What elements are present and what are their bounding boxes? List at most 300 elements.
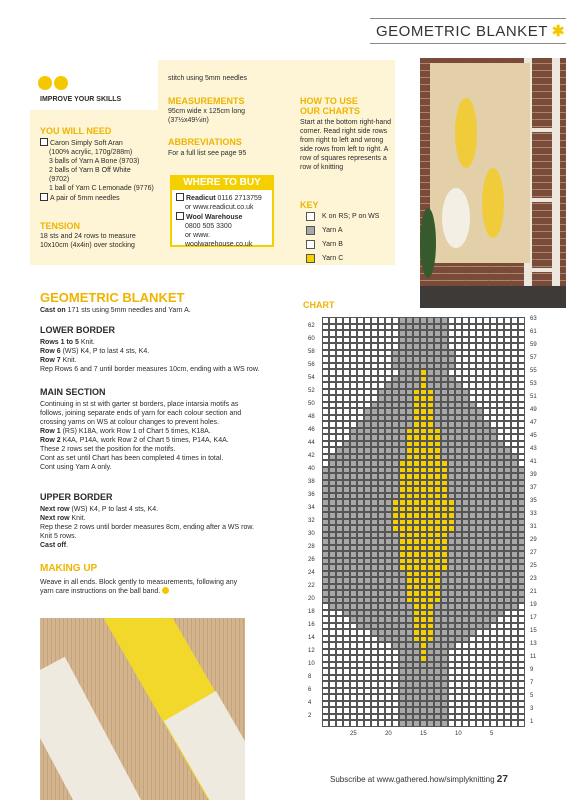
chart-cell <box>448 512 455 519</box>
chart-cell <box>329 590 336 597</box>
chart-cell <box>357 343 364 350</box>
chart-cell <box>469 681 476 688</box>
chart-cell <box>329 337 336 344</box>
chart-cell <box>427 655 434 662</box>
chart-cell <box>392 499 399 506</box>
chart-cell <box>434 467 441 474</box>
chart-cell <box>413 324 420 331</box>
chart-cell <box>336 369 343 376</box>
chart-cell <box>350 681 357 688</box>
chart-cell <box>322 688 329 695</box>
chart-cell <box>399 655 406 662</box>
chart-cell <box>427 688 434 695</box>
chart-cell <box>413 629 420 636</box>
pattern-title: GEOMETRIC BLANKET <box>40 290 185 305</box>
chart-cell <box>469 350 476 357</box>
chart-cell <box>497 428 504 435</box>
chart-cell <box>392 441 399 448</box>
chart-cell <box>434 571 441 578</box>
key-swatch-icon <box>306 212 315 221</box>
chart-cell <box>343 662 350 669</box>
chart-cell <box>399 480 406 487</box>
chart-cell <box>357 415 364 422</box>
chart-cell <box>406 519 413 526</box>
chart-cell <box>336 571 343 578</box>
chart-cell <box>413 499 420 506</box>
chart-row-label: 3 <box>530 706 534 712</box>
chart-cell <box>497 681 504 688</box>
chart-cell <box>329 428 336 435</box>
chart-cell <box>469 551 476 558</box>
chart-cell <box>462 636 469 643</box>
chart-cell <box>490 369 497 376</box>
chart-cell <box>392 571 399 578</box>
chart-cell <box>441 486 448 493</box>
chart-cell <box>490 376 497 383</box>
chart-cell <box>322 330 329 337</box>
chart-cell <box>469 402 476 409</box>
chart-cell <box>329 707 336 714</box>
chart-cell <box>420 428 427 435</box>
chart-cell <box>448 636 455 643</box>
chart-cell <box>483 590 490 597</box>
chart-cell <box>441 428 448 435</box>
chart-cell <box>406 610 413 617</box>
chart-cell <box>483 337 490 344</box>
chart-cell <box>511 564 518 571</box>
chart-cell <box>483 532 490 539</box>
chart-cell <box>406 382 413 389</box>
chart-cell <box>469 694 476 701</box>
chart-cell <box>504 720 511 727</box>
chart-cell <box>406 675 413 682</box>
chart-cell <box>434 584 441 591</box>
chart-cell <box>427 720 434 727</box>
where-to-buy-heading: WHERE TO BUY <box>170 175 274 190</box>
chart-cell <box>357 662 364 669</box>
chart-cell <box>504 610 511 617</box>
chart-cell <box>350 343 357 350</box>
chart-cell <box>350 408 357 415</box>
chart-cell <box>441 376 448 383</box>
chart-cell <box>371 610 378 617</box>
chart-cell <box>469 688 476 695</box>
chart-cell <box>427 642 434 649</box>
chart-cell <box>518 486 525 493</box>
chart-cell <box>413 720 420 727</box>
chart-cell <box>427 330 434 337</box>
chart-cell <box>322 467 329 474</box>
chart-cell <box>518 421 525 428</box>
chart-cell <box>469 454 476 461</box>
chart-cell <box>343 356 350 363</box>
chart-cell <box>434 545 441 552</box>
chart-cell <box>406 558 413 565</box>
chart-cell <box>441 532 448 539</box>
chart-cell <box>483 447 490 454</box>
chart-cell <box>476 447 483 454</box>
chart-cell <box>455 421 462 428</box>
chart-cell <box>441 525 448 532</box>
chart-cell <box>399 356 406 363</box>
chart-cell <box>448 649 455 656</box>
chart-cell <box>399 363 406 370</box>
chart-cell <box>511 506 518 513</box>
chart-cell <box>476 623 483 630</box>
chart-cell <box>448 356 455 363</box>
chart-cell <box>469 389 476 396</box>
chart-cell <box>490 597 497 604</box>
chart-cell <box>518 642 525 649</box>
chart-cell <box>329 584 336 591</box>
chart-cell <box>420 343 427 350</box>
chart-cell <box>357 324 364 331</box>
chart-cell <box>336 402 343 409</box>
chart-cell <box>392 415 399 422</box>
chart-cell <box>497 545 504 552</box>
chart-cell <box>343 629 350 636</box>
chart-cell <box>483 675 490 682</box>
chart-cell <box>518 363 525 370</box>
chart-cell <box>490 701 497 708</box>
chart-cell <box>385 506 392 513</box>
chart-cell <box>329 499 336 506</box>
chart-cell <box>357 701 364 708</box>
chart-cell <box>357 389 364 396</box>
chart-cell <box>420 610 427 617</box>
chart-cell <box>350 668 357 675</box>
chart-cell <box>371 623 378 630</box>
chart-cell <box>511 558 518 565</box>
chart-cell <box>399 395 406 402</box>
chart-cell <box>427 395 434 402</box>
chart-cell <box>476 551 483 558</box>
chart-cell <box>490 402 497 409</box>
chart-cell <box>518 506 525 513</box>
chart-cell <box>462 506 469 513</box>
chart-cell <box>469 499 476 506</box>
chart-cell <box>462 694 469 701</box>
chart-cell <box>385 584 392 591</box>
chart-cell <box>420 473 427 480</box>
chart-cell <box>462 720 469 727</box>
chart-cell <box>350 564 357 571</box>
chart-cell <box>357 493 364 500</box>
chart-cell <box>364 675 371 682</box>
chart-cell <box>420 454 427 461</box>
chart-cell <box>322 356 329 363</box>
chart-cell <box>350 454 357 461</box>
chart-cell <box>371 590 378 597</box>
chart-cell <box>483 486 490 493</box>
chart-cell <box>490 330 497 337</box>
chart-cell <box>406 356 413 363</box>
chart-row-label: 1 <box>530 719 534 725</box>
chart-cell <box>490 434 497 441</box>
upper-border-text: Next row (WS) K4, P to last 4 sts, K4. Next row Knit. Rep these 2 rows until border measures 8cm, ending after a WS row. Knit 5 rows. Cast off. <box>40 506 254 549</box>
chart-cell <box>476 681 483 688</box>
chart-cell <box>448 655 455 662</box>
chart-cell <box>434 701 441 708</box>
chart-cell <box>504 662 511 669</box>
chart-cell <box>385 512 392 519</box>
chart-cell <box>385 623 392 630</box>
chart-cell <box>427 512 434 519</box>
chart-cell <box>504 642 511 649</box>
chart-cell <box>434 564 441 571</box>
chart-cell <box>329 480 336 487</box>
chart-cell <box>413 532 420 539</box>
chart-cell <box>343 350 350 357</box>
chart-cell <box>427 480 434 487</box>
chart-cell <box>497 350 504 357</box>
chart-cell <box>322 499 329 506</box>
chart-row-label: 34 <box>308 504 315 511</box>
chart-cell <box>511 655 518 662</box>
chart-cell <box>399 642 406 649</box>
chart-cell <box>448 421 455 428</box>
chart-cell <box>357 610 364 617</box>
chart-cell <box>462 701 469 708</box>
chart-cell <box>329 415 336 422</box>
chart-cell <box>490 538 497 545</box>
chart-cell <box>427 447 434 454</box>
chart-cell <box>434 408 441 415</box>
chart-cell <box>504 441 511 448</box>
chart-cell <box>483 701 490 708</box>
chart-cell <box>336 512 343 519</box>
checkbox-icon <box>176 212 184 220</box>
chart-cell <box>364 642 371 649</box>
chart-cell <box>448 415 455 422</box>
chart-cell <box>427 551 434 558</box>
chart-cell <box>378 512 385 519</box>
chart-cell <box>504 408 511 415</box>
chart-cell <box>364 350 371 357</box>
chart-cell <box>504 330 511 337</box>
chart-cell <box>385 324 392 331</box>
chart-cell <box>364 603 371 610</box>
chart-cell <box>350 558 357 565</box>
chart-cell <box>392 610 399 617</box>
chart-cell <box>462 616 469 623</box>
chart-cell <box>364 538 371 545</box>
chart-cell <box>322 350 329 357</box>
chart-col-label: 5 <box>490 730 494 737</box>
chart-cell <box>364 447 371 454</box>
chart-cell <box>336 389 343 396</box>
chart-cell <box>329 395 336 402</box>
chart-cell <box>336 421 343 428</box>
chart-cell <box>385 525 392 532</box>
chart-cell <box>504 480 511 487</box>
chart-cell <box>336 558 343 565</box>
chart-cell <box>455 389 462 396</box>
chart-cell <box>385 564 392 571</box>
chart-cell <box>378 447 385 454</box>
chart-cell <box>322 681 329 688</box>
chart-cell <box>490 415 497 422</box>
chart-cell <box>441 519 448 526</box>
chart-cell <box>364 434 371 441</box>
chart-cell <box>343 545 350 552</box>
chart-cell <box>378 324 385 331</box>
chart-cell <box>469 363 476 370</box>
chart-cell <box>476 688 483 695</box>
chart-cell <box>504 460 511 467</box>
chart-row-label: 61 <box>530 329 537 335</box>
chart-cell <box>497 337 504 344</box>
chart-cell <box>490 519 497 526</box>
chart-cell <box>350 493 357 500</box>
chart-cell <box>490 629 497 636</box>
chart-cell <box>490 532 497 539</box>
chart-cell <box>518 662 525 669</box>
chart-cell <box>490 480 497 487</box>
chart-cell <box>490 636 497 643</box>
chart-cell <box>385 480 392 487</box>
chart-cell <box>497 363 504 370</box>
chart-cell <box>420 402 427 409</box>
chart-cell <box>455 473 462 480</box>
chart-cell <box>441 447 448 454</box>
chart-cell <box>322 532 329 539</box>
chart-cell <box>448 402 455 409</box>
chart-cell <box>483 714 490 721</box>
chart-cell <box>511 519 518 526</box>
lower-border-text: Rows 1 to 5 Knit. Row 6 (WS) K4, P to last 4 sts, K4. Row 7 Knit. Rep Rows 6 and 7 until border measures 10cm, ending with a WS row. <box>40 339 260 373</box>
chart-cell <box>469 480 476 487</box>
chart-cell <box>504 434 511 441</box>
chart-cell <box>497 668 504 675</box>
chart-cell <box>329 454 336 461</box>
chart-cell <box>364 499 371 506</box>
chart-cell <box>511 545 518 552</box>
chart-cell <box>448 571 455 578</box>
chart-cell <box>364 636 371 643</box>
chart-cell <box>413 694 420 701</box>
chart-cell <box>497 558 504 565</box>
chart-cell <box>399 493 406 500</box>
chart-cell <box>483 525 490 532</box>
chart-cell <box>350 512 357 519</box>
chart-cell <box>462 369 469 376</box>
chart-cell <box>483 493 490 500</box>
chart-cell <box>476 467 483 474</box>
chart-cell <box>357 649 364 656</box>
chart-cell <box>448 460 455 467</box>
chart-cell <box>518 460 525 467</box>
chart-cell <box>371 454 378 461</box>
chart-cell <box>413 382 420 389</box>
chart-cell <box>455 324 462 331</box>
chart-cell <box>322 636 329 643</box>
chart-cell <box>329 317 336 324</box>
chart-cell <box>413 441 420 448</box>
chart-cell <box>385 408 392 415</box>
chart-row-label: 7 <box>530 680 534 686</box>
chart-cell <box>518 441 525 448</box>
chart-cell <box>343 519 350 526</box>
chart-cell <box>504 714 511 721</box>
chart-cell <box>497 629 504 636</box>
chart-cell <box>378 434 385 441</box>
chart-cell <box>518 681 525 688</box>
chart-cell <box>434 486 441 493</box>
chart-cell <box>441 720 448 727</box>
chart-cell <box>504 376 511 383</box>
chart-cell <box>413 571 420 578</box>
chart-cell <box>406 493 413 500</box>
chart-cell <box>350 506 357 513</box>
chart-cell <box>455 376 462 383</box>
chart-cell <box>322 642 329 649</box>
chart-cell <box>476 350 483 357</box>
chart-cell <box>392 551 399 558</box>
chart-cell <box>406 434 413 441</box>
chart-cell <box>364 343 371 350</box>
chart-cell <box>469 590 476 597</box>
chart-cell <box>497 590 504 597</box>
chart-cell <box>392 519 399 526</box>
chart-cell <box>504 473 511 480</box>
chart-cell <box>490 350 497 357</box>
chart-cell <box>462 662 469 669</box>
chart-cell <box>406 415 413 422</box>
chart-cell <box>385 714 392 721</box>
chart-cell <box>511 337 518 344</box>
chart-cell <box>385 350 392 357</box>
chart-cell <box>350 434 357 441</box>
chart-cell <box>385 356 392 363</box>
chart-cell <box>357 584 364 591</box>
chart-col-label: 20 <box>385 730 392 737</box>
chart-cell <box>483 382 490 389</box>
chart-cell <box>385 486 392 493</box>
chart-cell <box>329 402 336 409</box>
chart-cell <box>343 577 350 584</box>
chart-cell <box>518 629 525 636</box>
chart-cell <box>385 707 392 714</box>
chart-cell <box>329 610 336 617</box>
chart-cell <box>434 616 441 623</box>
chart-cell <box>392 720 399 727</box>
chart-cell <box>399 454 406 461</box>
chart-cell <box>385 369 392 376</box>
chart-cell <box>378 506 385 513</box>
chart-cell <box>427 382 434 389</box>
chart-cell <box>371 532 378 539</box>
chart-row-label: 8 <box>308 673 312 680</box>
chart-cell <box>490 441 497 448</box>
chart-cell <box>469 636 476 643</box>
chart-cell <box>420 636 427 643</box>
chart-cell <box>385 493 392 500</box>
chart-cell <box>336 610 343 617</box>
chart-cell <box>385 454 392 461</box>
chart-cell <box>448 545 455 552</box>
chart-cell <box>385 649 392 656</box>
chart-cell <box>427 662 434 669</box>
chart-cell <box>343 330 350 337</box>
chart-cell <box>497 707 504 714</box>
chart-cell <box>378 720 385 727</box>
chart-cell <box>322 408 329 415</box>
chart-cell <box>476 720 483 727</box>
chart-cell <box>420 694 427 701</box>
chart-cell <box>385 629 392 636</box>
chart-cell <box>392 337 399 344</box>
